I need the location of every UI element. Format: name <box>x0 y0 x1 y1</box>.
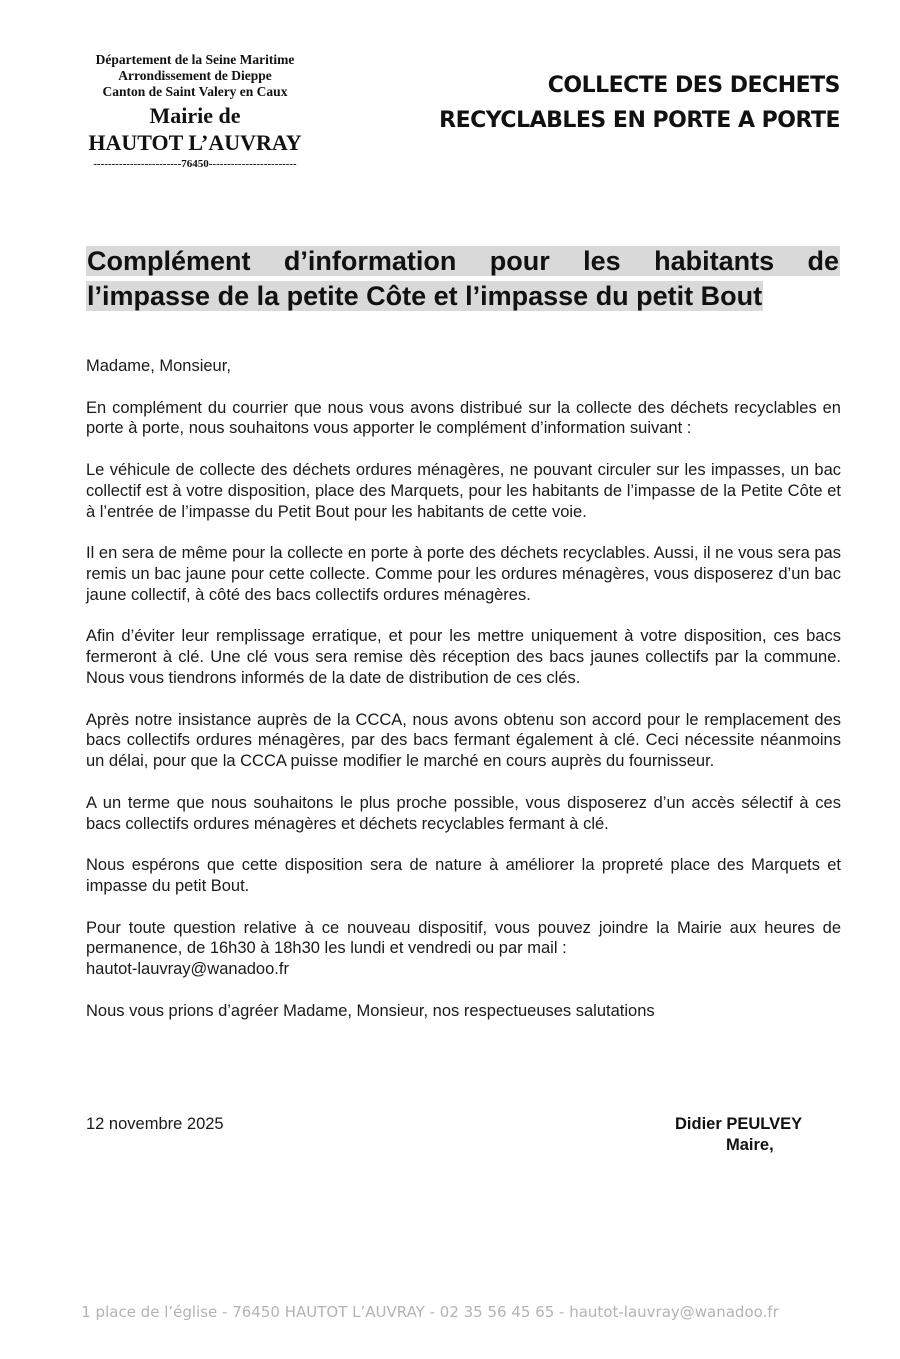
footer-address: 1 place de l’église - 76450 HAUTOT L’AUVRAY - 02 35 56 45 65 - hautot-lauvray@wanadoo.fr <box>81 1303 779 1321</box>
letter-date: 12 novembre 2025 <box>86 1115 224 1133</box>
department-line: Département de la Seine Maritime <box>95 52 295 67</box>
letter-body <box>86 356 841 1022</box>
canton-line: Canton de Saint Valery en Caux <box>102 84 288 99</box>
mairie-de-line: Mairie de <box>149 103 241 128</box>
paragraph-7: Nous espérons que cette disposition sera de nature à améliorer la propreté place des Marquets et impasse du petit Bout. <box>86 856 841 895</box>
document-title <box>400 68 840 138</box>
contact-paragraph: Pour toute question relative à ce nouveau dispositif, vous pouvez joindre la Mairie aux heures de permanence, de 16h30 à 18h30 les lundi et vendredi ou par mail : <box>86 918 841 958</box>
postal-code-line: ------------------------76450------------------------ <box>93 158 297 170</box>
paragraph-5: Après notre insistance auprès de la CCCA, nous avons obtenu son accord pour le remplacement des bacs collectifs ordures ménagères, par des bacs fermant également à clé. Ceci nécessite néanmoins un délai, pour que la CCCA puisse modifier le marché en cours auprès du fournisseur. <box>86 710 841 771</box>
paragraph-6: A un terme que nous souhaitons le plus proche possible, vous disposerez d’un accès sélectif à ces bacs collectifs ordures ménagères et déchets recyclables fermant à clé. <box>86 793 841 833</box>
signature-block <box>640 1114 880 1156</box>
subject-heading <box>86 244 840 314</box>
subject-text: Complément d’information pour les habitants de l’impasse de la petite Côte et l’impasse du petit Bout <box>87 246 839 311</box>
title-line-2: RECYCLABLES EN PORTE A PORTE <box>439 108 840 133</box>
commune-name: HAUTOT L’AUVRAY <box>88 130 302 155</box>
paragraph-1: En complément du courrier que nous vous avons distribué sur la collecte des déchets recyclables en porte à porte, nous souhaitons vous apporter le complément d’information suivant : <box>86 398 841 438</box>
paragraph-4: Afin d’éviter leur remplissage erratique, et pour les mettre uniquement à votre disposition, ces bacs fermeront à clé. Une clé vous sera remise dès réception des bacs jaunes collectifs par la commune. Nous vous tiendrons informés de la date de distribution de ces clés. <box>86 627 841 687</box>
title-line-1: COLLECTE DES DECHETS <box>547 73 840 98</box>
salutation: Madame, Monsieur, <box>86 357 231 375</box>
signatory-name: Didier PEULVEY <box>675 1115 803 1133</box>
paragraph-3: Il en sera de même pour la collecte en porte à porte des déchets recyclables. Aussi, il ne vous sera pas remis un bac jaune pour cette collecte. Comme pour les ordures ménagères, vous disposerez d’un bac jaune collectif, à côté des bacs collectifs ordures ménagères. <box>86 544 841 604</box>
mairie-letterhead <box>50 52 340 171</box>
closing-formula: Nous vous prions d’agréer Madame, Monsieur, nos respectueuses salutations <box>86 1001 655 1020</box>
signatory-role: Maire, <box>726 1136 774 1154</box>
arrondissement-line: Arrondissement de Dieppe <box>118 68 272 83</box>
contact-email: hautot-lauvray@wanadoo.fr <box>86 960 289 979</box>
paragraph-2: Le véhicule de collecte des déchets ordures ménagères, ne pouvant circuler sur les impasses, un bac collectif est à votre disposition, place des Marquets, pour les habitants de l’impasse de la Petite Côte et à l’entrée de l’impasse du Petit Bout pour les habitants de cette voie. <box>86 460 841 521</box>
